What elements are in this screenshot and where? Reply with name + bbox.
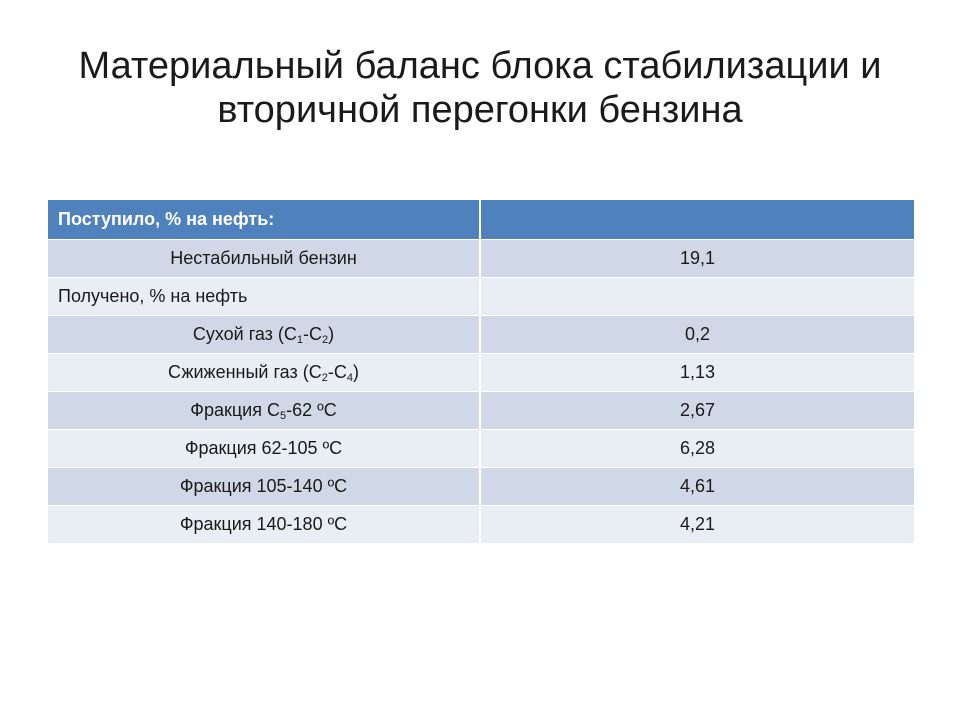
header-cell-value (480, 200, 914, 239)
slide-title (48, 44, 912, 132)
slide-title-line-1: Материальный баланс блока стабилизации и (78, 45, 882, 87)
header-cell-received: Поступило, % на нефть: (48, 200, 480, 239)
row-label-liquefied-gas: Сжиженный газ $(С_2-С_4)$ (48, 353, 480, 391)
slide-title-line-2: вторичной перегонки бензина (217, 89, 743, 131)
row-label-fraction-105-140: Фракция 105-140 ºС (48, 467, 480, 505)
row-value-unstable-gasoline: 19,1 (480, 239, 914, 277)
row-value-obtained (480, 277, 914, 315)
table-row (48, 353, 914, 391)
table-row (48, 315, 914, 353)
table-row (48, 429, 914, 467)
table-row (48, 277, 914, 315)
row-value-fraction-62-105: 6,28 (480, 429, 914, 467)
table-row (48, 467, 914, 505)
row-value-fraction-c5-62: 2,67 (480, 391, 914, 429)
table-row (48, 391, 914, 429)
table-row (48, 505, 914, 543)
row-value-dry-gas: 0,2 (480, 315, 914, 353)
material-balance-table (48, 200, 914, 544)
row-label-fraction-140-180: Фракция 140-180 ºС (48, 505, 480, 543)
table-row (48, 239, 914, 277)
table-header-row (48, 200, 914, 239)
row-label-obtained: Получено, % на нефть (48, 277, 480, 315)
row-value-fraction-105-140: 4,61 (480, 467, 914, 505)
row-label-dry-gas: Сухой газ $(С_1-С_2)$ (48, 315, 480, 353)
row-label-fraction-62-105: Фракция 62-105 ºС (48, 429, 480, 467)
row-label-unstable-gasoline: Нестабильный бензин (48, 239, 480, 277)
row-label-fraction-c5-62: Фракция $С_5-62$ ºС (48, 391, 480, 429)
row-value-liquefied-gas: 1,13 (480, 353, 914, 391)
row-value-fraction-140-180: 4,21 (480, 505, 914, 543)
